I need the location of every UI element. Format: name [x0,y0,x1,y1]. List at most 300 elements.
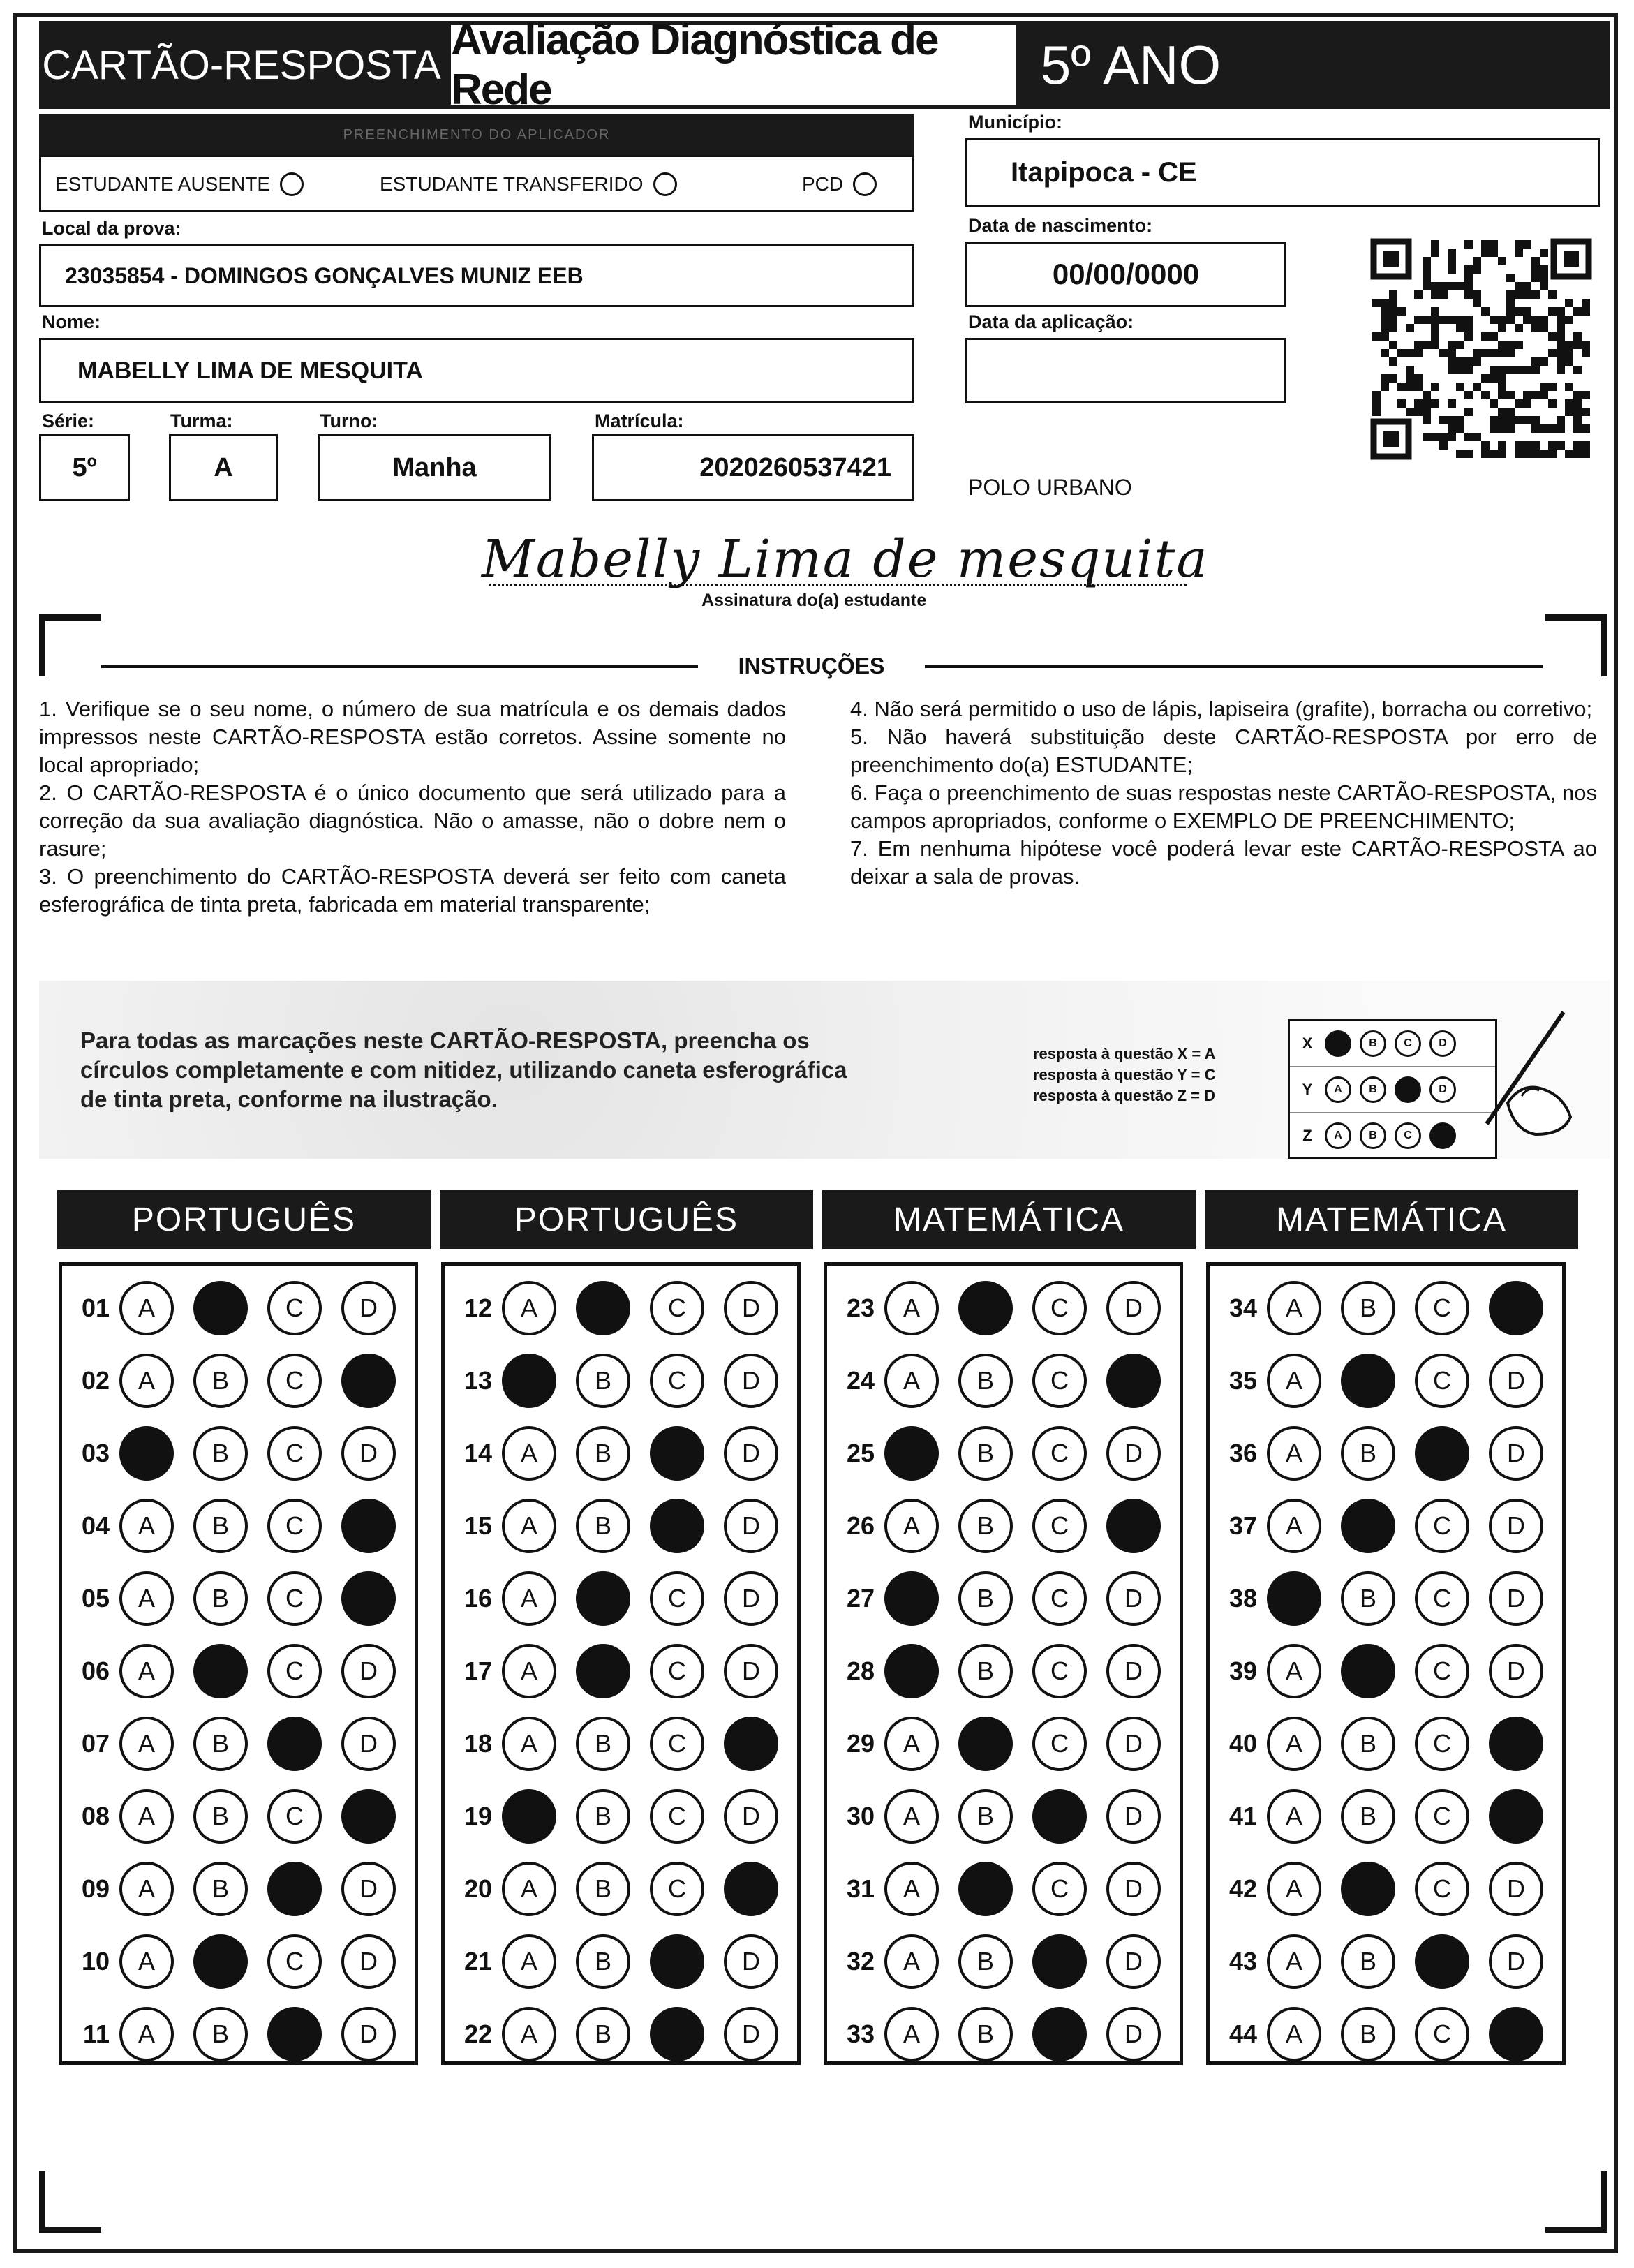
answer-bubble-b[interactable]: B [1341,1934,1395,1989]
instructions-rule-right [925,665,1543,668]
nascimento-label: Data de nascimento: [968,215,1153,236]
instruction-5: 5. Não haverá substituição deste CARTÃO-RESPOSTA por erro de preenchimento do(a) ESTUDANTE; [850,725,1597,777]
answer-bubble-d[interactable]: D [1106,1789,1161,1844]
answer-bubble-a[interactable]: A [119,1281,174,1335]
answer-bubble-b[interactable]: B [958,1354,1013,1408]
answer-bubble-c[interactable]: C [1415,1789,1469,1844]
answer-bubble-a[interactable]: A [1267,1862,1321,1916]
answer-bubble-b[interactable]: B [576,1789,630,1844]
question-row [1210,1354,1543,1408]
question-row [1210,1499,1543,1553]
question-row [827,1717,1161,1771]
answer-bubble-a[interactable]: A [119,1354,174,1408]
answer-bubble-d[interactable]: D [1489,1934,1543,1989]
answer-bubble-b[interactable]: B [958,1571,1013,1626]
question-row [827,1862,1161,1916]
answer-bubble-c[interactable]: C [1415,1499,1469,1553]
answer-bubble-c[interactable]: C [267,1499,322,1553]
answer-bubble-a[interactable]: A [502,1934,556,1989]
answer-bubble-d[interactable]: D [1489,1717,1543,1771]
answer-bubble-b[interactable]: B [193,1571,248,1626]
question-number: 29 [846,1729,875,1758]
example-grid [1288,1019,1497,1159]
answer-bubble-a[interactable]: A [119,1571,174,1626]
question-number: 38 [1228,1584,1257,1613]
answer-bubble-c[interactable]: C [1415,1426,1469,1481]
question-number: 41 [1228,1802,1257,1830]
answer-bubble-d[interactable]: D [341,1717,396,1771]
pcd-label: PCD [802,173,844,195]
answer-bubble-d[interactable]: D [1489,1281,1543,1335]
answer-bubble-a[interactable]: A [884,1499,939,1553]
turma-field: A [169,434,278,501]
exam-title: Avaliação Diagnóstica de Rede [451,25,1016,105]
answer-bubble-d[interactable]: D [1106,1354,1161,1408]
answer-bubble-c[interactable]: C [267,1281,322,1335]
question-number: 27 [846,1584,875,1613]
question-number: 23 [846,1294,875,1322]
answer-bubble-b[interactable]: B [1341,2007,1395,2061]
answer-bubble-a[interactable]: A [119,1499,174,1553]
question-row [1210,1644,1543,1698]
nome-field: MABELLY LIMA DE MESQUITA [39,338,914,403]
question-row [827,1934,1161,1989]
answer-bubble-d[interactable]: D [1106,1934,1161,1989]
answer-bubble-b[interactable]: B [958,1862,1013,1916]
answer-bubble-b[interactable]: B [1341,1354,1395,1408]
question-number: 36 [1228,1439,1257,1467]
question-number: 21 [463,1947,492,1976]
turno-label: Turno: [320,410,378,431]
answer-bubble-d[interactable]: D [1106,1644,1161,1698]
question-number: 28 [846,1656,875,1685]
question-row [445,1499,778,1553]
answer-bubble-d[interactable]: D [724,1571,778,1626]
answer-bubble-c[interactable]: C [650,1862,704,1916]
answer-bubble-c[interactable]: C [1032,1281,1087,1335]
question-number: 05 [81,1584,110,1613]
answer-bubble-d[interactable]: D [724,1354,778,1408]
answer-bubble-b[interactable]: B [193,1426,248,1481]
answer-bubble-c[interactable]: C [1415,1644,1469,1698]
answer-bubble-d[interactable]: D [1489,1499,1543,1553]
answer-bubble-b[interactable]: B [193,1644,248,1698]
turno-field: Manha [318,434,551,501]
answer-bubble-d[interactable]: D [724,1862,778,1916]
answer-bubble-d[interactable]: D [724,1717,778,1771]
answer-bubble-d[interactable]: D [341,1354,396,1408]
answer-bubble-d[interactable]: D [724,1499,778,1553]
answer-bubble-a[interactable]: A [502,2007,556,2061]
answer-bubble-c[interactable]: C [267,1717,322,1771]
answer-bubble-a[interactable]: A [502,1499,556,1553]
question-row [445,1354,778,1408]
answer-bubble-c[interactable]: C [1032,2007,1087,2061]
absent-option[interactable] [55,172,304,196]
answer-bubble-c[interactable]: C [1032,1499,1087,1553]
serie-field: 5º [39,434,130,501]
answer-bubble-d[interactable]: D [724,1644,778,1698]
answer-bubble-c[interactable]: C [1415,1281,1469,1335]
question-number: 13 [463,1366,492,1395]
answer-bubble-c[interactable]: C [1032,1789,1087,1844]
answer-bubble-d[interactable]: D [341,1789,396,1844]
answer-bubble-a[interactable]: A [884,1934,939,1989]
answer-bubble-b[interactable]: B [958,2007,1013,2061]
answer-bubble-d[interactable]: D [724,2007,778,2061]
answer-bubble-b[interactable]: B [958,1281,1013,1335]
answer-bubble-d[interactable]: D [1489,1354,1543,1408]
answer-bubble-b[interactable]: B [193,2007,248,2061]
question-number: 04 [81,1511,110,1540]
answer-bubble-b[interactable]: B [958,1717,1013,1771]
subject-header: PORTUGUÊS [440,1190,813,1249]
answer-bubble-b[interactable]: B [193,1717,248,1771]
answer-bubble-a[interactable]: A [1267,1644,1321,1698]
subject-header: MATEMÁTICA [1205,1190,1578,1249]
example-row-label: Z [1302,1127,1312,1144]
answer-bubble-a[interactable]: A [884,1571,939,1626]
answer-bubble-c[interactable]: C [1032,1862,1087,1916]
answer-bubble-b[interactable]: B [1341,1281,1395,1335]
answer-bubble-b[interactable]: B [576,1717,630,1771]
answer-bubble-c[interactable]: C [267,1644,322,1698]
example-bubble: C [1395,1122,1421,1149]
answer-bubble-c[interactable]: C [650,1934,704,1989]
answer-bubble-b[interactable]: B [576,2007,630,2061]
question-number: 03 [81,1439,110,1467]
answer-bubble-c[interactable]: C [267,2007,322,2061]
answer-bubble-d[interactable]: D [1106,1862,1161,1916]
instruction-6: 6. Faça o preenchimento de suas respostas neste CARTÃO-RESPOSTA, nos campos apropriados, conforme o EXEMPLO DE PREENCHIMENTO; [850,780,1597,833]
grade-label: 5º ANO [1040,34,1221,96]
question-row [827,1571,1161,1626]
polo-label: POLO URBANO [968,475,1132,500]
corner-mark-top-left [39,614,101,676]
question-row [445,1644,778,1698]
answer-bubble-a[interactable]: A [502,1789,556,1844]
answer-bubble-c[interactable]: C [1032,1934,1087,1989]
example-bubble: A [1325,1122,1351,1149]
answer-bubble-c[interactable]: C [1415,1934,1469,1989]
answer-bubble-d[interactable]: D [1489,1644,1543,1698]
answer-bubble-b[interactable]: B [1341,1426,1395,1481]
question-number: 18 [463,1729,492,1758]
question-number: 43 [1228,1947,1257,1976]
answer-bubble-c[interactable]: C [1415,1862,1469,1916]
answer-bubble-a[interactable]: A [502,1281,556,1335]
question-number: 10 [81,1947,110,1976]
transferred-checkbox[interactable] [653,172,677,196]
answer-bubble-c[interactable]: C [1032,1644,1087,1698]
example-bubble: D [1429,1030,1456,1057]
question-row [827,2007,1161,2061]
example-bubble: B [1360,1076,1386,1103]
answer-bubble-b[interactable]: B [193,1789,248,1844]
question-number: 22 [463,2019,492,2048]
answer-bubble-c[interactable]: C [650,1789,704,1844]
answer-bubble-c[interactable]: C [650,1354,704,1408]
question-number: 25 [846,1439,875,1467]
question-row [62,1717,396,1771]
answer-bubble-a[interactable]: A [884,1281,939,1335]
question-row [1210,1934,1543,1989]
answer-bubble-d[interactable]: D [341,1281,396,1335]
answer-bubble-d[interactable]: D [341,1934,396,1989]
example-bubble: C [1395,1076,1421,1103]
question-number: 06 [81,1656,110,1685]
answer-bubble-d[interactable]: D [1106,2007,1161,2061]
answer-bubble-b[interactable]: B [958,1499,1013,1553]
corner-mark-bottom-left [39,2171,101,2233]
answer-bubble-a[interactable]: A [502,1862,556,1916]
answer-bubble-b[interactable]: B [193,1499,248,1553]
answer-bubble-c[interactable]: C [267,1862,322,1916]
transferred-label: ESTUDANTE TRANSFERIDO [380,173,644,195]
answer-bubble-a[interactable]: A [119,1717,174,1771]
answer-bubble-a[interactable]: A [119,1426,174,1481]
answer-bubble-d[interactable]: D [1489,1426,1543,1481]
answer-bubble-b[interactable]: B [193,1862,248,1916]
question-row [62,1281,396,1335]
answer-bubble-a[interactable]: A [884,1426,939,1481]
question-row [827,1426,1161,1481]
question-block [59,1262,418,2065]
answer-bubble-a[interactable]: A [1267,1934,1321,1989]
answer-bubble-c[interactable]: C [267,1571,322,1626]
answer-bubble-b[interactable]: B [958,1426,1013,1481]
pcd-option[interactable] [802,172,877,196]
question-row [827,1644,1161,1698]
instructions-right [850,695,1597,891]
question-row [827,1281,1161,1335]
serie-label: Série: [42,410,95,431]
example-row [1290,1021,1495,1067]
question-number: 20 [463,1874,492,1903]
question-number: 15 [463,1511,492,1540]
question-row [1210,1426,1543,1481]
question-row [62,1499,396,1553]
answer-bubble-b[interactable]: B [958,1934,1013,1989]
answer-bubble-d[interactable]: D [1489,1789,1543,1844]
local-field: 23035854 - DOMINGOS GONÇALVES MUNIZ EEB [39,244,914,307]
example-bubble: A [1325,1076,1351,1103]
answer-bubble-d[interactable]: D [1489,1571,1543,1626]
answer-bubble-c[interactable]: C [650,1644,704,1698]
answer-bubble-a[interactable]: A [502,1426,556,1481]
example-legend-y: resposta à questão Y = C [1033,1066,1216,1083]
answer-bubble-c[interactable]: C [267,1789,322,1844]
question-row [62,1571,396,1626]
instruction-7: 7. Em nenhuma hipótese você poderá levar este CARTÃO-RESPOSTA ao deixar a sala de provas. [850,836,1597,889]
question-number: 40 [1228,1729,1257,1758]
answer-bubble-b[interactable]: B [958,1644,1013,1698]
question-row [62,1354,396,1408]
answer-bubble-b[interactable]: B [1341,1717,1395,1771]
answer-bubble-d[interactable]: D [341,1426,396,1481]
card-title: CARTÃO-RESPOSTA [42,42,441,88]
aplicacao-label: Data da aplicação: [968,311,1134,332]
question-number: 26 [846,1511,875,1540]
question-row [445,1789,778,1844]
question-block [441,1262,801,2065]
answer-bubble-c[interactable]: C [267,1934,322,1989]
answer-bubble-a[interactable]: A [884,1354,939,1408]
answer-bubble-d[interactable]: D [724,1426,778,1481]
example-row-label: Y [1302,1081,1313,1098]
answer-bubble-b[interactable]: B [576,1499,630,1553]
answer-bubble-d[interactable]: D [724,1281,778,1335]
answer-bubble-b[interactable]: B [576,1354,630,1408]
question-row [1210,1281,1543,1335]
answer-bubble-a[interactable]: A [119,1862,174,1916]
answer-bubble-b[interactable]: B [193,1281,248,1335]
answer-bubble-a[interactable]: A [119,1789,174,1844]
answer-bubble-a[interactable]: A [1267,1499,1321,1553]
answer-bubble-a[interactable]: A [1267,1281,1321,1335]
answer-bubble-a[interactable]: A [884,1717,939,1771]
answer-bubble-c[interactable]: C [1415,2007,1469,2061]
answer-bubble-b[interactable]: B [958,1789,1013,1844]
answer-bubble-b[interactable]: B [193,1354,248,1408]
question-row [445,2007,778,2061]
example-bubble: D [1429,1122,1456,1149]
answer-bubble-c[interactable]: C [1032,1426,1087,1481]
answer-bubble-b[interactable]: B [193,1934,248,1989]
answer-bubble-c[interactable]: C [1415,1571,1469,1626]
answer-bubble-c[interactable]: C [1032,1571,1087,1626]
question-number: 42 [1228,1874,1257,1903]
aplicacao-field [965,338,1286,403]
answer-bubble-c[interactable]: C [267,1354,322,1408]
answer-bubble-b[interactable]: B [576,1426,630,1481]
question-number: 19 [463,1802,492,1830]
answer-bubble-b[interactable]: B [1341,1499,1395,1553]
answer-bubble-b[interactable]: B [576,1571,630,1626]
pcd-checkbox[interactable] [853,172,877,196]
matricula-label: Matrícula: [595,410,684,431]
answer-bubble-a[interactable]: A [1267,1789,1321,1844]
answer-bubble-a[interactable]: A [1267,1354,1321,1408]
answer-bubble-c[interactable]: C [1415,1717,1469,1771]
answer-bubble-d[interactable]: D [1106,1571,1161,1626]
answer-bubble-c[interactable]: C [650,1571,704,1626]
answer-bubble-a[interactable]: A [1267,2007,1321,2061]
absent-checkbox[interactable] [280,172,304,196]
answer-bubble-c[interactable]: C [650,2007,704,2061]
answer-bubble-b[interactable]: B [1341,1789,1395,1844]
question-number: 33 [846,2019,875,2048]
signature-caption: Assinatura do(a) estudante [701,591,927,610]
answer-bubble-a[interactable]: A [119,2007,174,2061]
instructions-rule-left [101,665,698,668]
answer-bubble-a[interactable]: A [1267,1571,1321,1626]
answer-bubble-a[interactable]: A [884,2007,939,2061]
question-number: 39 [1228,1656,1257,1685]
transferred-option[interactable] [380,172,677,196]
answer-bubble-d[interactable]: D [1106,1426,1161,1481]
question-number: 07 [81,1729,110,1758]
answer-bubble-c[interactable]: C [1415,1354,1469,1408]
answer-bubble-b[interactable]: B [1341,1644,1395,1698]
question-row [1210,1789,1543,1844]
instructions-title: INSTRUÇÕES [738,653,885,679]
question-row [62,1644,396,1698]
answer-bubble-d[interactable]: D [1106,1717,1161,1771]
answer-bubble-d[interactable]: D [341,1499,396,1553]
answer-bubble-d[interactable]: D [724,1789,778,1844]
example-bubble: A [1325,1030,1351,1057]
answer-bubble-a[interactable]: A [502,1717,556,1771]
example-row [1290,1067,1495,1113]
example-legend [1033,1044,1215,1106]
question-row [1210,2007,1543,2061]
example-legend-x: resposta à questão X = A [1033,1045,1216,1062]
answer-bubble-d[interactable]: D [341,1862,396,1916]
answer-bubble-b[interactable]: B [1341,1571,1395,1626]
subject-header: PORTUGUÊS [57,1190,431,1249]
instruction-2: 2. O CARTÃO-RESPOSTA é o único documento que será utilizado para a correção da sua avaliação diagnóstica. Não o amasse, não o dobre nem o rasure; [39,780,786,861]
example-bubble: D [1429,1076,1456,1103]
answer-bubble-a[interactable]: A [884,1644,939,1698]
answer-bubble-c[interactable]: C [650,1499,704,1553]
answer-bubble-d[interactable]: D [341,1644,396,1698]
question-row [445,1426,778,1481]
local-label: Local da prova: [42,218,181,239]
answer-bubble-a[interactable]: A [502,1354,556,1408]
question-row [62,2007,396,2061]
answer-bubble-d[interactable]: D [341,1571,396,1626]
answer-bubble-c[interactable]: C [267,1426,322,1481]
question-number: 35 [1228,1366,1257,1395]
answer-bubble-d[interactable]: D [1489,2007,1543,2061]
answer-bubble-d[interactable]: D [1106,1499,1161,1553]
answer-bubble-d[interactable]: D [341,2007,396,2061]
answer-bubble-d[interactable]: D [1489,1862,1543,1916]
answer-bubble-c[interactable]: C [1032,1717,1087,1771]
answer-bubble-d[interactable]: D [724,1934,778,1989]
answer-bubble-a[interactable]: A [119,1644,174,1698]
answer-bubble-b[interactable]: B [576,1644,630,1698]
answer-bubble-c[interactable]: C [650,1717,704,1771]
answer-bubble-b[interactable]: B [1341,1862,1395,1916]
answer-bubble-a[interactable]: A [502,1644,556,1698]
turma-label: Turma: [170,410,233,431]
answer-bubble-a[interactable]: A [884,1862,939,1916]
answer-bubble-c[interactable]: C [650,1281,704,1335]
answer-bubble-a[interactable]: A [884,1789,939,1844]
question-number: 11 [82,2019,110,2048]
answer-bubble-b[interactable]: B [576,1862,630,1916]
question-row [445,1862,778,1916]
answer-bubble-c[interactable]: C [1032,1354,1087,1408]
answer-bubble-b[interactable]: B [576,1934,630,1989]
nascimento-field: 00/00/0000 [965,242,1286,307]
answer-bubble-a[interactable]: A [1267,1717,1321,1771]
answer-bubble-b[interactable]: B [576,1281,630,1335]
answer-bubble-a[interactable]: A [502,1571,556,1626]
answer-bubble-a[interactable]: A [1267,1426,1321,1481]
hand-pen-icon [1480,998,1584,1138]
answer-bubble-a[interactable]: A [119,1934,174,1989]
answer-bubble-d[interactable]: D [1106,1281,1161,1335]
question-number: 31 [846,1874,875,1903]
question-block [824,1262,1183,2065]
municipio-field: Itapipoca - CE [965,138,1600,207]
question-number: 24 [846,1366,875,1395]
question-number: 30 [846,1802,875,1830]
answer-bubble-c[interactable]: C [650,1426,704,1481]
